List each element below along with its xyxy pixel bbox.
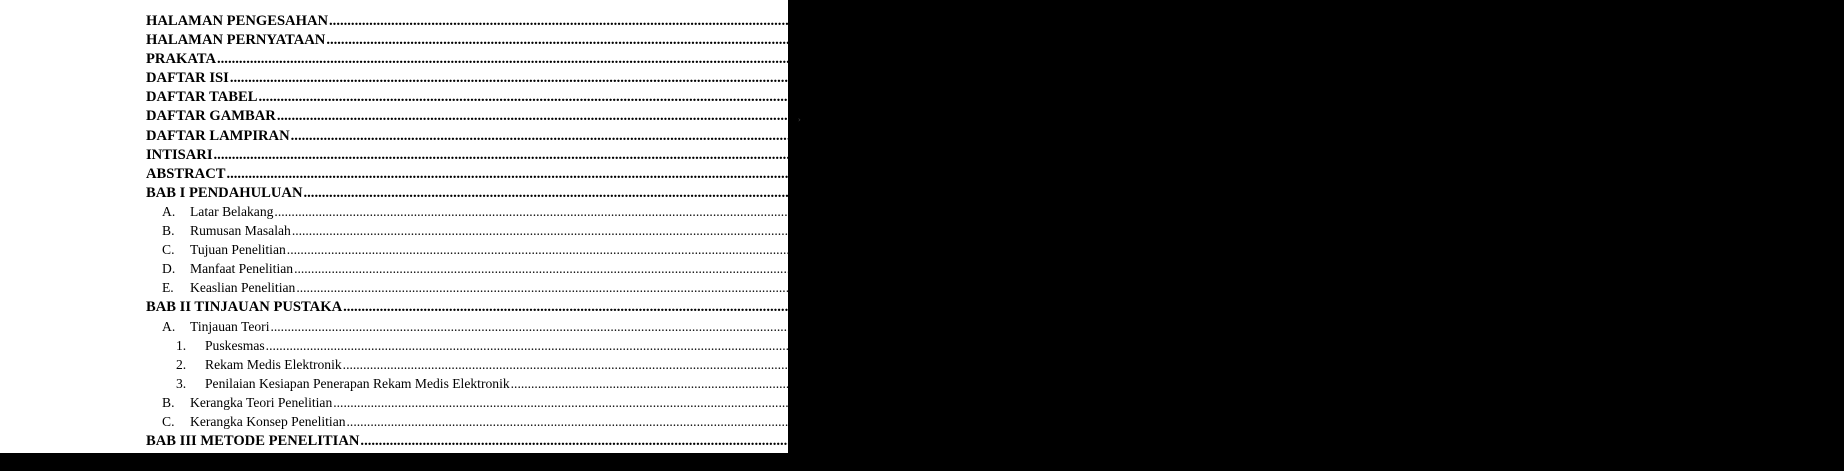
toc-dot-leader [294, 261, 1613, 277]
toc-section-entry[interactable] [146, 280, 1623, 299]
toc-page-number: xi [1630, 146, 1642, 163]
toc-section-entry[interactable] [146, 242, 1614, 261]
toc-page-number: 5 [1613, 261, 1621, 277]
toc-section-entry[interactable] [146, 394, 1667, 414]
toc-chapter-entry[interactable] [146, 70, 1658, 89]
toc-dot-leader [274, 204, 1593, 220]
toc-entry-label: Tinjauan Teori [190, 318, 270, 334]
toc-page-number: 5 [1615, 280, 1623, 296]
toc-dot-leader [326, 32, 1742, 49]
toc-entry-label: PRAKATA [146, 51, 216, 68]
viewer-scrollbar[interactable] [788, 0, 806, 453]
toc-entry-label: DAFTAR LAMPIRAN [146, 127, 290, 144]
toc-dot-leader [347, 414, 1666, 430]
toc-entry-label: DAFTAR TABEL [146, 89, 258, 106]
toc-page-number: vi [1646, 70, 1658, 87]
toc-entry-number: D. [162, 261, 176, 277]
toc-chapter-entry[interactable] [146, 32, 1756, 51]
toc-page-number: xii [1643, 165, 1659, 182]
toc-page-number: iv [1633, 51, 1645, 68]
toc-page-number: 22 [1666, 413, 1680, 429]
toc-chapter-entry[interactable] [146, 433, 1792, 452]
toc-entry-label: BAB I PENDAHULUAN [146, 184, 303, 201]
toc-entry-label: Rekam Medis Elektronik [205, 356, 342, 372]
toc-entry-number: B. [162, 223, 175, 239]
toc-section-entry[interactable] [146, 413, 1680, 433]
toc-dot-leader [343, 357, 1662, 373]
toc-chapter-entry[interactable] [146, 127, 1715, 147]
toc-dot-leader [266, 338, 1585, 354]
toc-chapter-entry[interactable] [146, 299, 1767, 318]
toc-entry-label: Desain Karya Tulis Ilmiah [190, 452, 334, 468]
toc-entry-label: Kerangka Konsep Penelitian [190, 413, 346, 429]
toc-page-number: viii [1675, 89, 1695, 106]
toc-section-entry[interactable] [146, 375, 1844, 395]
toc-entry-label: BAB II TINJAUAN PUSTAKA [146, 299, 343, 316]
toc-entry-label: DAFTAR GAMBAR [146, 108, 276, 125]
toc-chapter-entry[interactable] [146, 89, 1695, 108]
toc-section-entry[interactable] [146, 261, 1621, 280]
toc-page-number: 7 [1759, 299, 1767, 316]
toc-entry-number: A. [162, 203, 176, 219]
toc-page-number: 10 [1662, 356, 1676, 372]
toc-entry-label: Kerangka Teori Penelitian [190, 394, 333, 410]
toc-dot-leader [226, 166, 1642, 183]
toc-entry-label: BAB III METODE PENELITIAN [146, 433, 360, 450]
toc-chapter-entry[interactable] [146, 13, 1754, 32]
toc-entry-number: C. [162, 413, 175, 429]
toc-dot-leader [287, 242, 1606, 258]
toc-section-entry[interactable] [146, 452, 1669, 471]
toc-page-number: ii [1745, 13, 1754, 29]
toc-page-number: x [1707, 127, 1715, 144]
toc-dot-leader [230, 70, 1646, 87]
toc-dot-leader [277, 108, 1693, 125]
toc-dot-leader [292, 223, 1611, 239]
toc-entry-number: E. [162, 280, 174, 296]
toc-section-entry[interactable] [146, 318, 1597, 338]
toc-entry-label: Latar Belakang [190, 203, 274, 219]
toc-page-number: 24 [1654, 452, 1669, 468]
toc-dot-leader [329, 13, 1745, 30]
toc-entry-label: Keaslian Penelitian [190, 280, 296, 296]
edge-marker-icon: › [798, 116, 801, 124]
toc-section-entry[interactable] [146, 337, 1593, 357]
toc-entry-label: Tujuan Penelitian [190, 242, 286, 258]
toc-entry-label: INTISARI [146, 146, 213, 163]
toc-page-number: 7 [1590, 318, 1597, 334]
toc-dot-leader [335, 452, 1654, 468]
toc-dot-leader [333, 395, 1652, 411]
toc-chapter-entry[interactable] [146, 165, 1659, 185]
toc-section-entry[interactable] [146, 356, 1676, 376]
toc-chapter-entry[interactable] [146, 146, 1642, 166]
toc-entry-number: 2. [176, 356, 187, 372]
toc-page-number: 7 [1585, 337, 1593, 353]
toc-entry-label: Manfaat Penelitian [190, 261, 294, 277]
toc-dot-leader [343, 299, 1759, 316]
toc-page-number: 4 [1606, 242, 1614, 258]
toc-page-number: 1 [1720, 184, 1728, 201]
toc-entry-label: HALAMAN PENGESAHAN [146, 13, 329, 29]
toc-entry-label: DAFTAR ISI [146, 70, 229, 87]
toc-page-number: 21 [1652, 394, 1667, 410]
toc-entry-number: A. [162, 318, 176, 334]
toc-entry-label: Puskesmas [205, 337, 265, 353]
toc-entry-label: Rumusan Masalah [190, 223, 291, 239]
toc-entry-number: B. [162, 394, 175, 410]
toc-entry-number: C. [162, 242, 175, 258]
toc-page-number: 1 [1594, 203, 1601, 219]
toc-page-number: ix [1693, 108, 1705, 125]
toc-dot-leader [270, 319, 1589, 335]
toc-dot-leader [511, 376, 1830, 392]
toc-entry-label: Penilaian Kesiapan Penerapan Rekam Medis Elektronik [205, 375, 510, 391]
toc-dot-leader [217, 51, 1633, 68]
toc-dot-leader [214, 147, 1630, 164]
toc-entry-number: 1. [176, 337, 187, 353]
toc-dot-leader [259, 89, 1675, 106]
toc-page-number: iii [1742, 32, 1756, 49]
toc-page-number: 19 [1830, 375, 1844, 391]
toc-dot-leader [291, 128, 1707, 145]
toc-dot-leader [296, 280, 1615, 296]
table-of-contents [146, 13, 1844, 471]
toc-dot-leader [360, 433, 1776, 450]
toc-page-number: 24 [1777, 433, 1792, 450]
toc-entry-number: A. [162, 452, 176, 468]
toc-page-number: 4 [1611, 223, 1619, 239]
toc-entry-number: 3. [176, 375, 187, 391]
toc-chapter-entry[interactable] [146, 108, 1705, 127]
toc-dot-leader [304, 185, 1720, 202]
toc-section-entry[interactable] [146, 223, 1619, 242]
toc-entry-label: ABSTRACT [146, 165, 226, 182]
toc-section-entry[interactable] [146, 203, 1601, 223]
toc-chapter-entry[interactable] [146, 51, 1645, 70]
toc-entry-label: HALAMAN PERNYATAAN [146, 32, 326, 49]
toc-chapter-entry[interactable] [146, 184, 1728, 204]
